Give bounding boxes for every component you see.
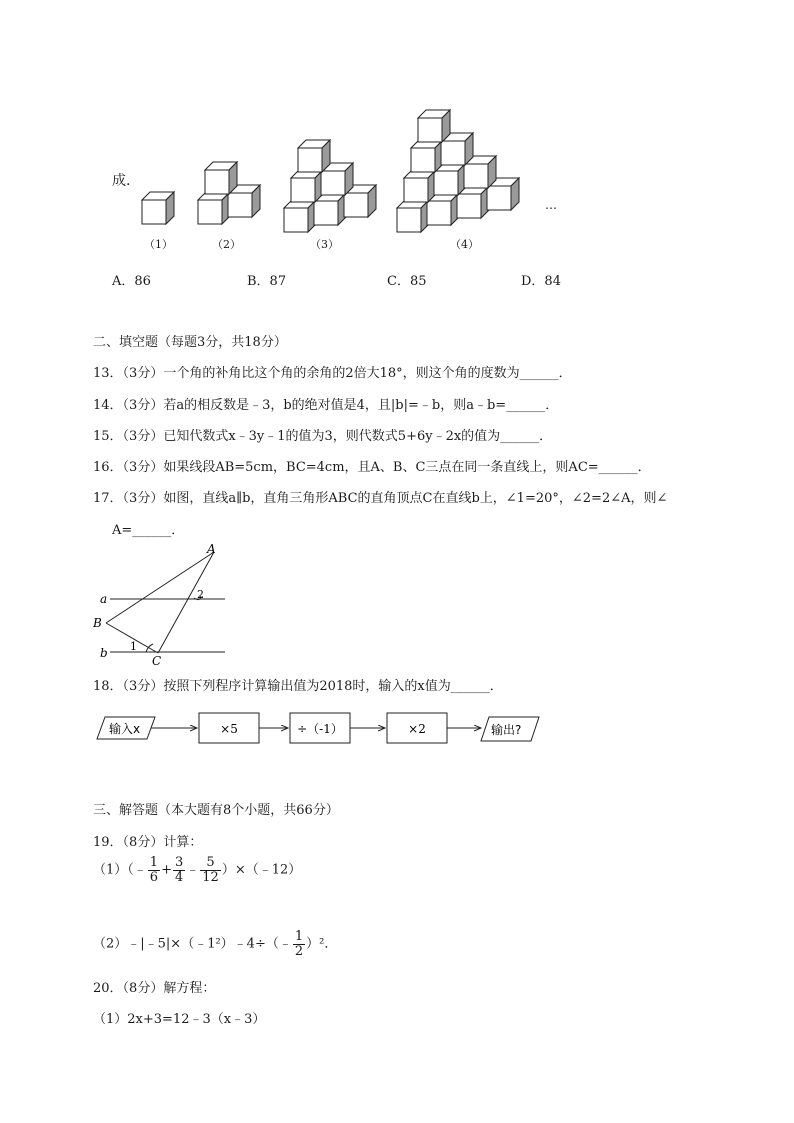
question-19: 19．（8分）计算： [93,835,203,850]
figure-label-2: （2） [212,238,241,251]
q12-option-b: B．87 [247,274,287,289]
question-19-part2 [93,930,337,958]
figure-label-3: （3） [310,238,339,251]
cube [198,192,230,224]
question-17-line2: A=______． [112,523,185,538]
minus-sign: ﹣ [186,862,200,878]
q12-cube-figures [0,0,794,260]
figure-label-4: （4） [450,238,479,251]
question-14: 14．（3分）若a的相反数是﹣3，b的绝对值是4，且|b|=﹣b，则a﹣b=______． [93,398,559,413]
label-c-vertex: C [152,654,162,668]
fraction-denominator: 6 [149,869,159,885]
label-b-vertex: B [93,616,102,630]
cube [298,140,330,172]
q18-flowchart [95,705,560,755]
plus-sign: + [161,862,172,878]
fraction-3-4 [173,856,185,884]
fraction-5-12 [200,856,221,884]
cube [404,170,436,202]
cube [205,162,237,194]
fraction-numerator: 5 [200,856,221,871]
fraction-numerator: 3 [174,855,184,870]
question-20-part1: （1）2x+3=12﹣3（x﹣3） [93,1012,266,1027]
fraction-denominator: 12 [202,869,219,885]
flow-step1-label: ×5 [220,722,238,736]
question-15: 15．（3分）已知代数式x﹣3y﹣1的值为3，则代数式5+6y﹣2x的值为______． [93,429,553,444]
label-angle-2: 2 [197,588,204,601]
fraction-1-2 [293,930,305,958]
fraction-denominator: 4 [174,869,184,885]
fraction-1-6 [148,856,160,884]
fraction-denominator: 2 [294,943,304,959]
q12-option-d: D．84 [521,274,561,289]
cube [418,110,450,142]
label-line-a: a [100,592,108,606]
expr-suffix: ）×（﹣12） [221,862,302,878]
question-17-line1: 17．（3分）如图，直线a∥b，直角三角形ABC的直角顶点C在直线b上，∠1=20°，∠2=2∠A，则∠ [93,491,668,506]
label-a-vertex: A [207,542,216,556]
cube [142,192,174,224]
cube [284,200,316,232]
question-13: 13．（3分）一个角的补角比这个角的余角的2倍大18°，则这个角的度数为______． [93,366,572,381]
figure-label-1: （1） [144,238,173,251]
q12-ellipsis: … [545,198,557,212]
fraction-numerator: 1 [294,929,304,944]
question-18: 18．（3分）按照下列程序计算输出值为2018时，输入的x值为______． [93,679,503,694]
cube [397,200,429,232]
flow-input-label: 输入x [109,722,141,736]
flow-step2-label: ÷（-1） [297,722,343,736]
fraction-numerator: 1 [149,855,159,870]
flow-output-label: 输出? [491,723,522,737]
q12-option-c: C．85 [387,274,427,289]
section2-heading: 二、填空题（每题3分，共18分） [93,335,287,350]
flow-step3-label: ×2 [408,722,426,736]
expr-prefix: （2）﹣|﹣5|×（﹣1²）﹣4÷（﹣ [93,936,292,952]
question-19-part1 [93,856,301,884]
label-line-b: b [100,646,108,660]
label-angle-1: 1 [130,640,137,653]
side-ac [158,552,214,653]
q12-lead-text: 成. [112,173,131,189]
q17-triangle-figure [90,540,240,670]
cube [291,170,323,202]
question-16: 16．（3分）如果线段AB=5cm，BC=4cm，且A、B、C三点在同一条直线上，则AC=______． [93,460,651,475]
expr-suffix: ）²． [306,936,338,952]
expr-prefix: （1）（﹣ [93,862,147,878]
q12-option-a: A．86 [112,274,151,289]
question-20: 20．（8分）解方程： [93,981,216,996]
cube [411,140,443,172]
section3-heading: 三、解答题（本大题有8个小题，共66分） [93,803,339,818]
